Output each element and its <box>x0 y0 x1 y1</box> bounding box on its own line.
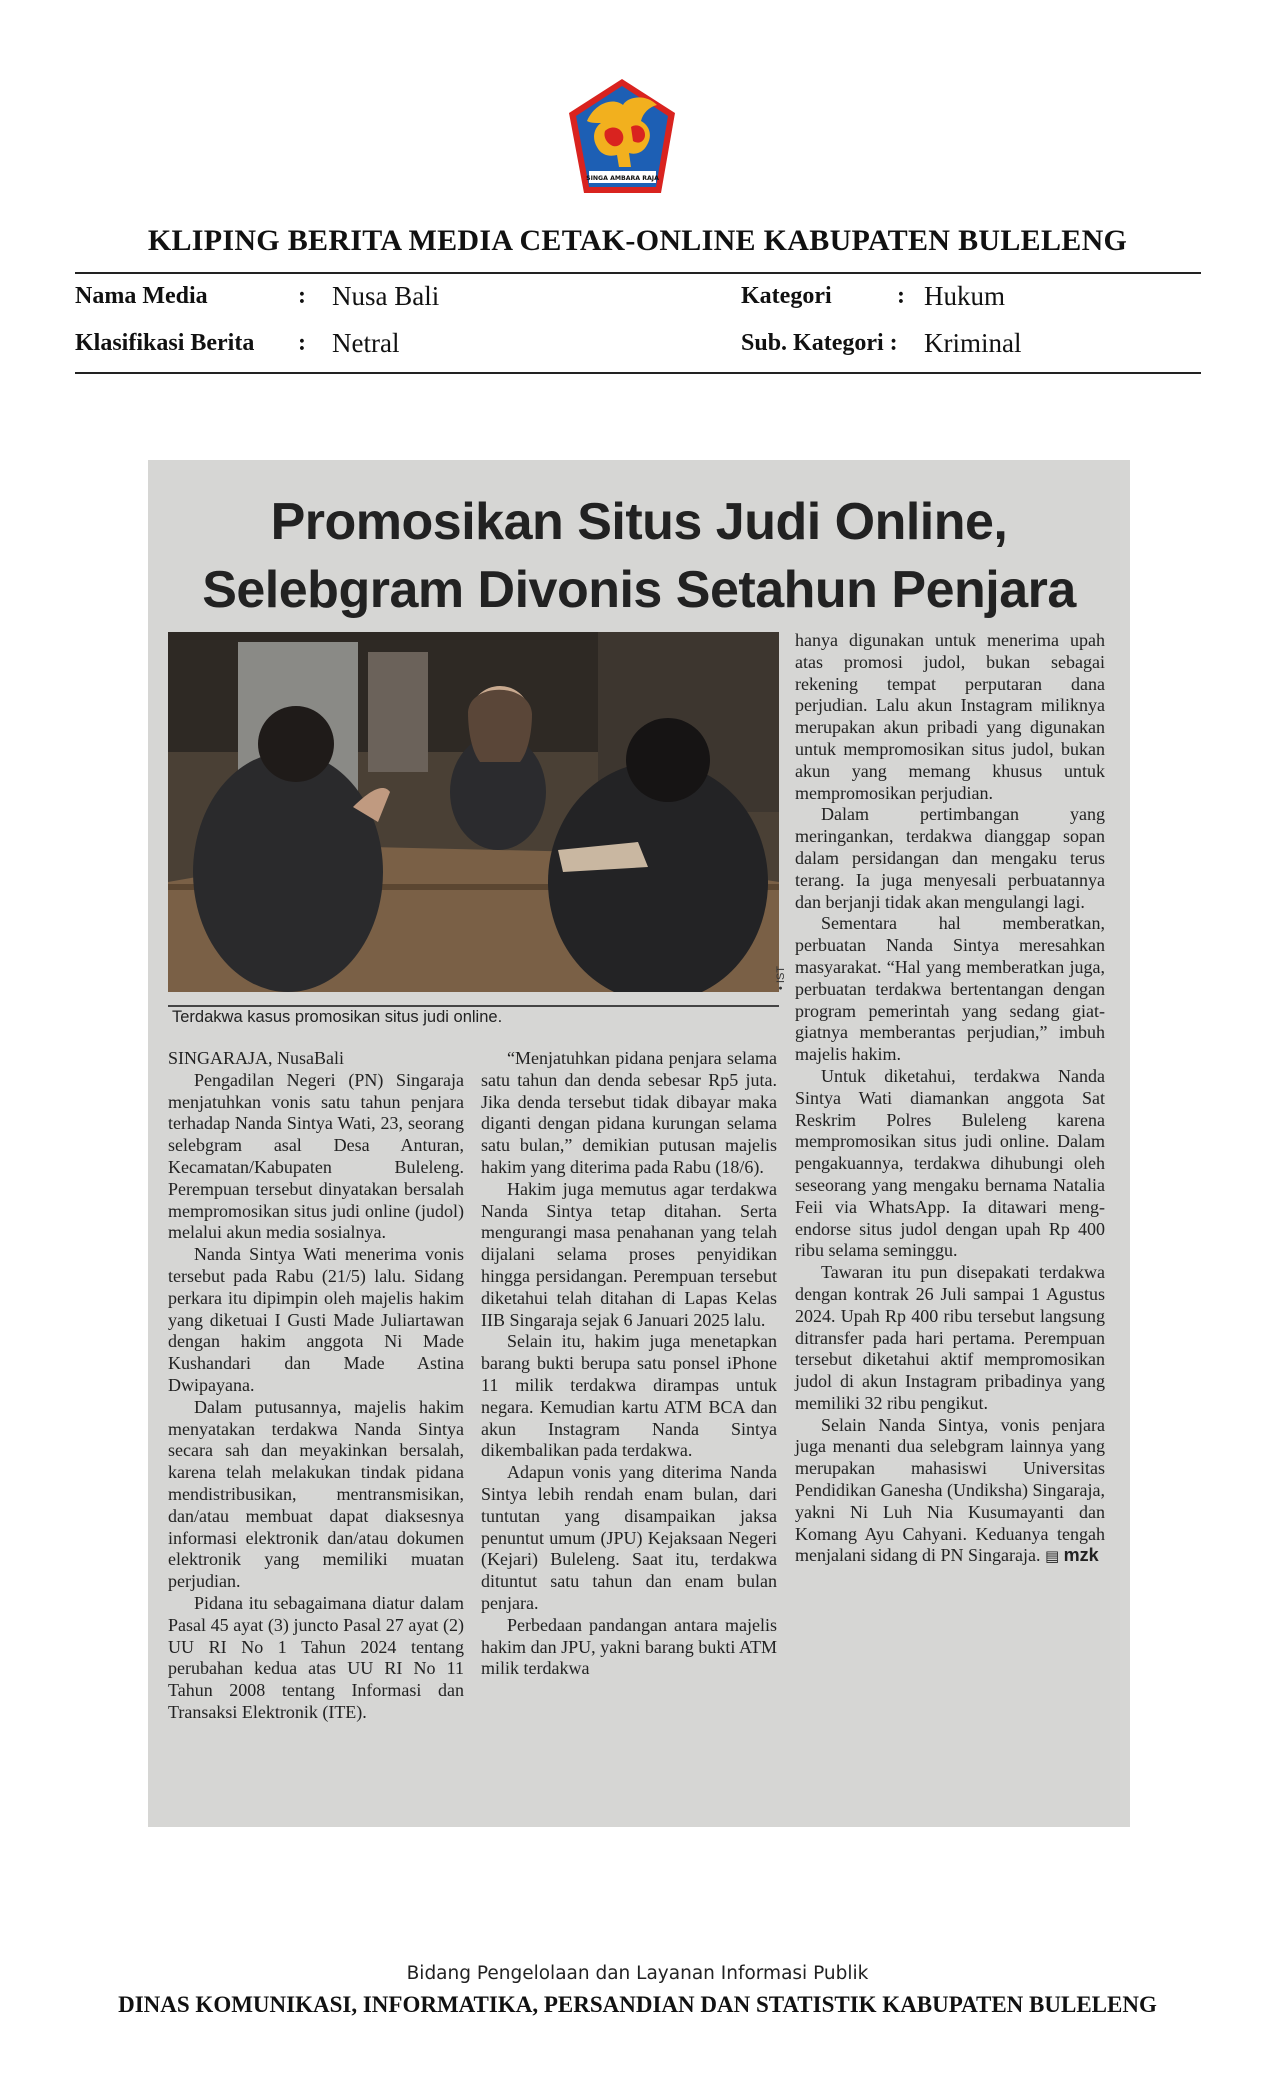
footer-department: Bidang Pengelolaan dan Layanan Informasi Publik <box>406 1963 869 1984</box>
article-paragraph: Dalam putusannya, majelis hakim menyatakan terdakwa Nanda Sintya secara sah dan meyakinkan bersalah, karena telah melakukan tindak pidana mendistribusikan, mentransmisikan, dan/atau membuat dapat diaksesnya informasi elektronik dan/atau dokumen elektronik yang memiliki muatan perjudian. <box>168 1396 464 1592</box>
meta-klasifikasi-colon: : <box>298 330 306 356</box>
courtroom-photo-image <box>168 632 779 992</box>
header-divider-top <box>75 272 1201 274</box>
article-column-3 <box>795 630 1105 1568</box>
svg-text:SINGA AMBARA RAJA: SINGA AMBARA RAJA <box>586 175 659 182</box>
article-paragraph: Selain itu, hakim juga menetapkan barang bukti berupa satu ponsel iPhone 11 milik terdakwa dirampas untuk negara. Kemudian kartu ATM BCA dan akun Instagram Nanda Sintya dikembalikan pada terdakwa. <box>481 1331 777 1461</box>
article-photo <box>168 632 779 992</box>
caption-divider <box>168 1005 779 1007</box>
article-column-2 <box>481 1048 777 1680</box>
header-divider-bottom <box>75 372 1201 374</box>
meta-klasifikasi-value: Netral <box>332 328 400 358</box>
article-column-1 <box>168 1048 464 1724</box>
article-headline-line2: Selebgram Divonis Setahun Penjara <box>202 561 1076 619</box>
article-paragraph: Pengadilan Negeri (PN) Singaraja menjatuhkan vonis satu tahun penjara terhadap Nanda Sintya Wati, 23, seorang selebgram asal Desa Anturan, Kecamatan/Kabupaten Buleleng. Perempuan tersebut dinyatakan bersalah mempromosikan situs judi online (judol) melalui akun media sosialnya. <box>168 1069 464 1243</box>
author-signature: mzk <box>1063 1545 1099 1566</box>
meta-subkategori-label: Sub. Kategori : <box>741 330 898 356</box>
article-paragraph: Perbedaan pandangan antara majelis hakim dan JPU, yakni barang bukti ATM milik terdakwa <box>481 1614 777 1679</box>
article-paragraph: Tawaran itu pun disepakati terdakwa dengan kontrak 26 Juli sampai 1 Agustus 2024. Upah Rp 400 ribu tersebut langsung ditransfer pada hari pertama. Perempuan tersebut diketahui aktif mempromosikan judol di akun Instagram pribadinya yang memiliki 32 ribu pengikut. <box>795 1262 1105 1413</box>
meta-klasifikasi-label: Klasifikasi Berita <box>75 330 255 356</box>
newspaper-clipping <box>148 460 1130 1827</box>
article-paragraph-text: Selain Nanda Sintya, vonis penjara juga menanti dua selebgram lainnya yang merupakan mahasiswi Universitas Pendidikan Ganesha (Undiksha) Singaraja, yakni Ni Luh Nia Kusumayanti dan Komang Ayu Cahyani. Keduanya tengah menjalani sidang di PN Singaraja. <box>795 1414 1105 1566</box>
photo-caption: Terdakwa kasus promosikan situs judi online. <box>172 1008 503 1026</box>
nusabali-mark-icon: ▤ <box>1044 1547 1060 1566</box>
article-paragraph: Pidana itu sebagaimana diatur dalam Pasal 45 ayat (3) juncto Pasal 27 ayat (2) UU RI No 1 Tahun 2024 tentang perubahan kedua atas UU RI No 11 Tahun 2008 tentang Informasi dan Transaksi Elektronik (ITE). <box>168 1592 464 1722</box>
article-paragraph: Hakim juga memutus agar terdakwa Nanda Sintya tetap ditahan. Serta mengurangi masa penahanan yang telah dijalani selama proses penyidikan hingga persidangan. Perempuan tersebut diketahui telah ditahan di Lapas Kelas IIB Singaraja sejak 6 Januari 2025 lalu. <box>481 1178 777 1330</box>
meta-media-colon: : <box>298 283 306 309</box>
article-paragraph: hanya digunakan untuk menerima upah atas promosi judol, bukan sebagai rekening tempat perputaran dana perjudian. Lalu akun Instagram miliknya merupakan akun pribadi yang digunakan untuk mempromosikan situs judol, bukan akun yang memang khusus untuk mempromosikan perjudian. <box>795 630 1105 803</box>
article-paragraph: Sementara hal memberatkan, perbuatan Nanda Sintya meresahkan masyarakat. “Hal yang memberatkan juga, perbuatan terdakwa bertentangan dengan program pemerintah yang sedang giat-giatnya memberantas perjudian,” imbuh majelis hakim. <box>795 913 1105 1065</box>
meta-media-label: Nama Media <box>75 283 208 309</box>
document-title: KLIPING BERITA MEDIA CETAK-ONLINE KABUPATEN BULELENG <box>147 224 1128 257</box>
meta-kategori-value: Hukum <box>924 281 1005 311</box>
meta-media-value: Nusa Bali <box>332 281 440 311</box>
article-headline <box>148 488 1130 624</box>
article-paragraph: Dalam pertimbangan yang meringankan, terdakwa dianggap sopan dalam persidangan dan mengaku terus terang. Ia juga menyesali perbuatannya dan berjanji tidak akan mengulangi lagi. <box>795 804 1105 912</box>
kabupaten-logo <box>565 75 680 200</box>
meta-kategori-label: Kategori <box>741 283 832 309</box>
article-headline-line1: Promosikan Situs Judi Online, <box>270 493 1008 551</box>
article-paragraph: Nanda Sintya Wati menerima vonis tersebut pada Rabu (21/5) lalu. Sidang perkara itu dipimpin oleh majelis hakim yang diketuai I Gusti Made Juliartawan dengan hakim anggota Ni Made Kushandari dan Made Astina Dwipayana. <box>168 1244 464 1395</box>
footer-agency: DINAS KOMUNIKASI, INFORMATIKA, PERSANDIAN DAN STATISTIK KABUPATEN BULELENG <box>118 1992 1157 2017</box>
article-paragraph: Adapun vonis yang diterima Nanda Sintya lebih rendah enam bulan, dari tuntutan yang disampaikan jaksa penuntut umum (JPU) Kejaksaan Negeri (Kejari) Buleleng. Saat itu, terdakwa dituntut satu tahun dan enam bulan penjara. <box>481 1462 777 1613</box>
article-paragraph: Untuk diketahui, terdakwa Nanda Sintya Wati diamankan anggota Sat Reskrim Polres Buleleng karena mempromosikan situs judi online. Dalam pengakuannya, terdakwa dihubungi oleh seseorang yang mengaku bernama Natalia Feii via WhatsApp. Ia ditawari meng-endorse situs judol dengan upah Rp 400 ribu selama seminggu. <box>795 1065 1105 1261</box>
singa-ambara-raja-emblem-icon <box>565 75 680 200</box>
article-dateline: SINGARAJA, NusaBali <box>168 1048 345 1068</box>
article-paragraph-last <box>795 1415 1105 1569</box>
meta-subkategori-value: Kriminal <box>924 328 1022 358</box>
photo-credit: • IST <box>775 965 787 990</box>
meta-kategori-colon: : <box>897 283 905 309</box>
article-paragraph: “Menjatuhkan pidana penjara selama satu tahun dan denda sebesar Rp5 juta. Jika denda tersebut tidak dibayar maka diganti dengan pidana kurungan selama satu bulan,” demikian putusan majelis hakim yang diterima pada Rabu (18/6). <box>481 1048 777 1177</box>
